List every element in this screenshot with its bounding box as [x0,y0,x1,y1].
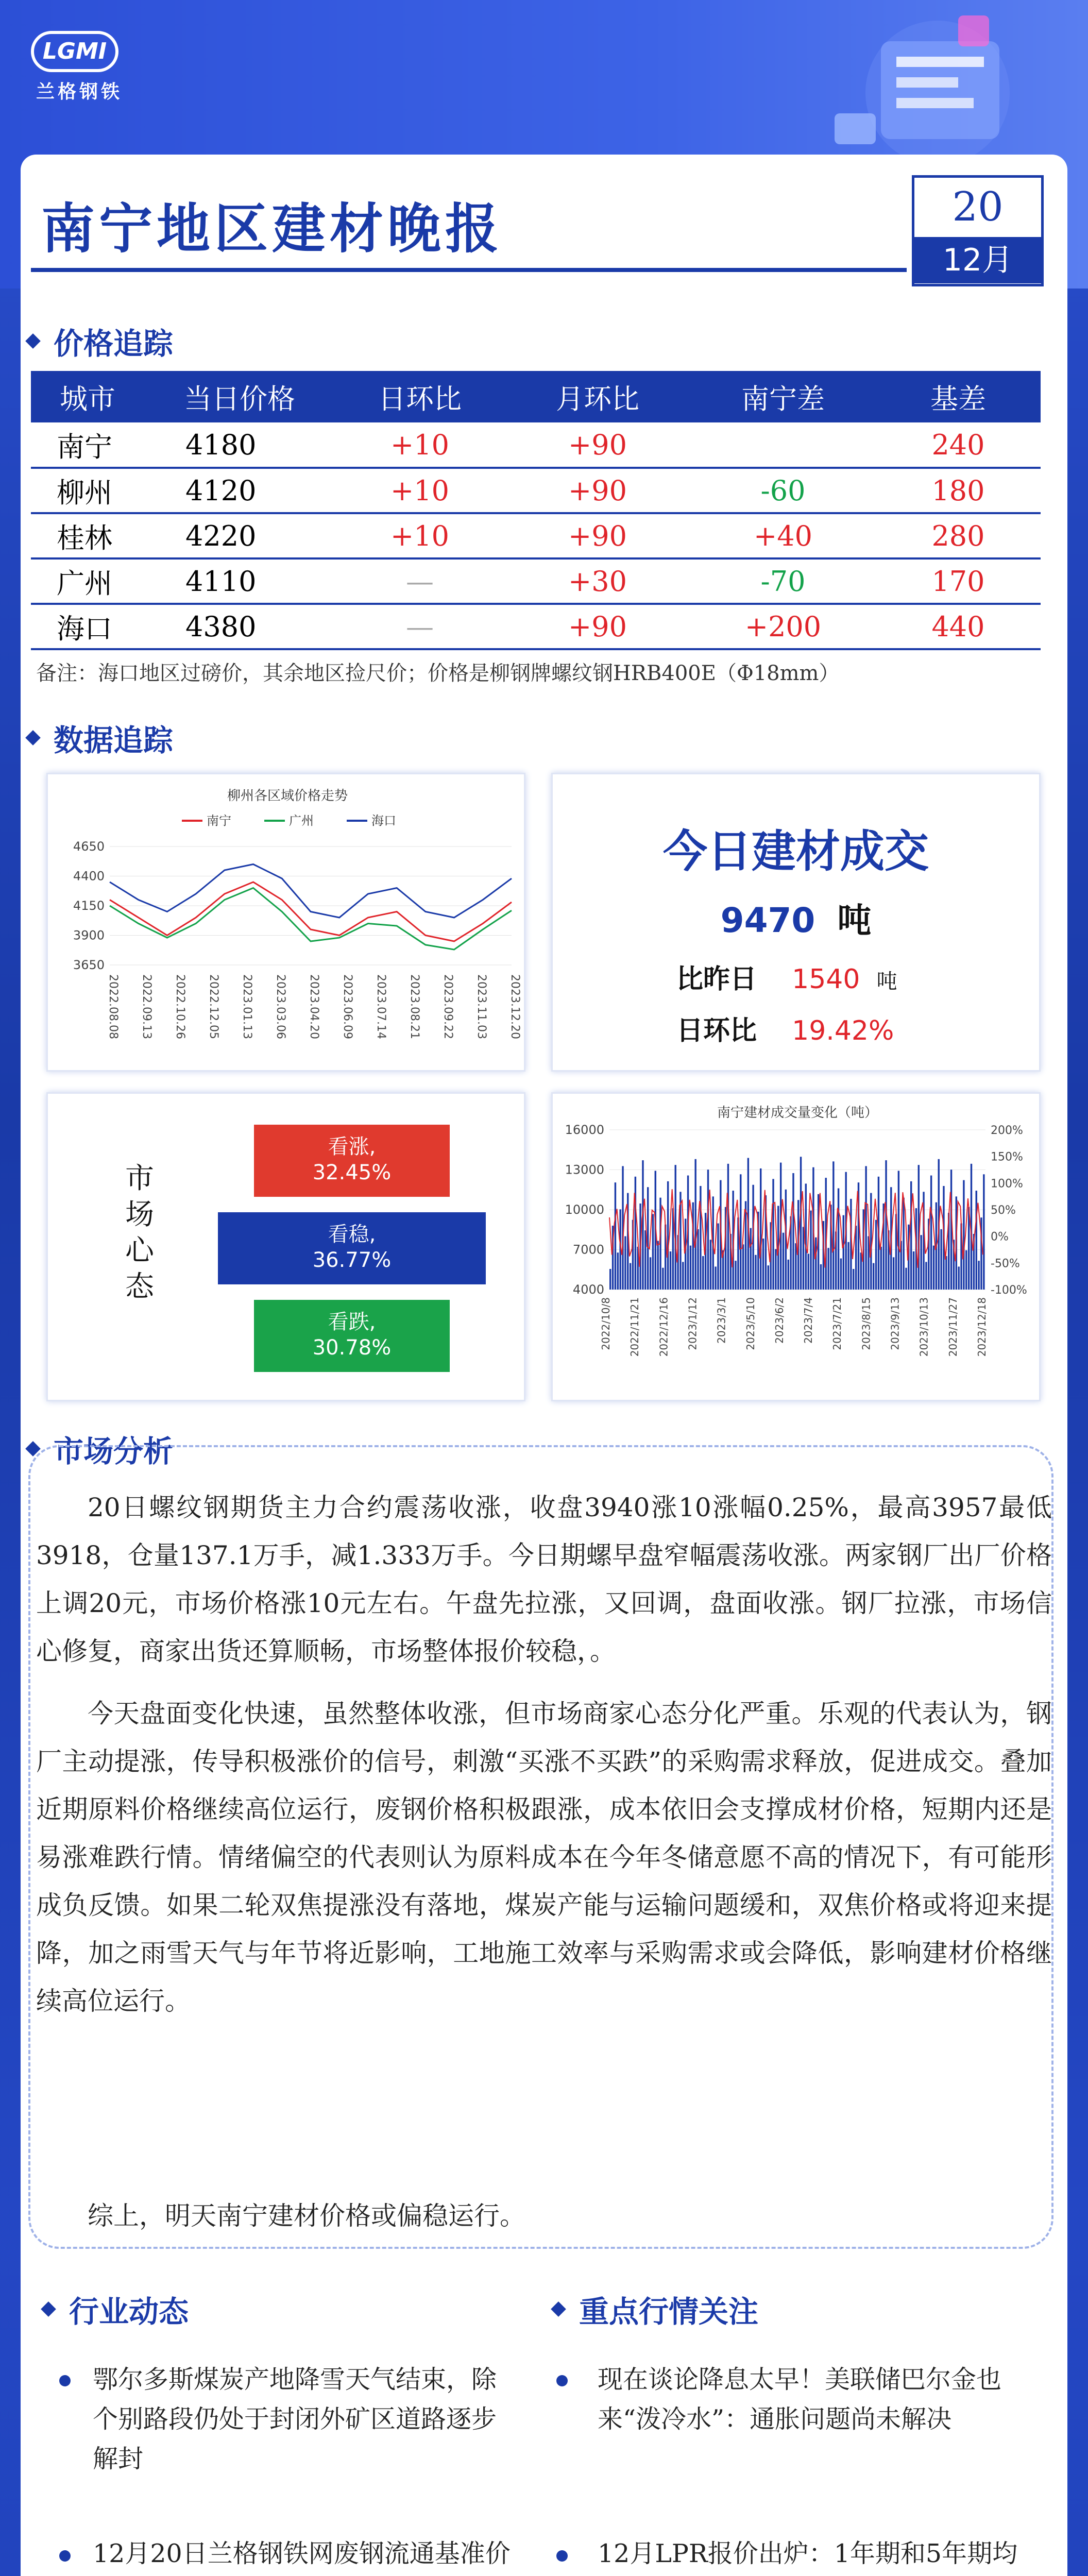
vs-yesterday-unit: 吨 [876,970,897,993]
industry-item-2[interactable]: 12月20日兰格钢铁网废钢流通基准价 [93,2539,511,2568]
volume-bar [810,1211,811,1290]
volume-bar [807,1254,809,1290]
vs-yesterday-label: 比昨日 [676,964,757,995]
volume-bar [717,1224,719,1290]
volume-bar [855,1226,857,1290]
x-tick-label: 2023/9/13 [889,1297,902,1350]
y2-tick-label: -100% [991,1284,1027,1297]
bullet-icon [556,2550,568,2562]
diff-cell: -60 [760,474,806,507]
volume-bar [682,1262,684,1290]
volume-bar [740,1174,741,1290]
trade-value: 9470 [720,901,815,940]
volume-bar [710,1240,711,1290]
x-tick-label: 2023.03.06 [274,974,287,1039]
price-cell: 4110 [185,565,257,598]
sentiment-label: 市场心态 [125,1162,154,1303]
monthly-cell: +90 [568,428,627,461]
bullish-label: 看涨, [328,1135,376,1159]
daily-cell: +10 [390,474,449,507]
volume-bar [865,1166,866,1290]
x-tick-label: 2022.10.26 [174,974,186,1039]
sentiment-box [46,1092,525,1401]
y-tick-label: 13000 [565,1162,604,1177]
volume-bar [762,1239,764,1290]
x-tick-label: 2023/11/27 [946,1297,959,1357]
volume-bar [667,1181,669,1290]
volume-bar [755,1255,756,1290]
trade-unit: 吨 [837,901,872,940]
date-day: 20 [952,184,1004,230]
y2-tick-label: 100% [991,1177,1023,1191]
volume-bar [788,1260,789,1290]
volume-bar [630,1263,631,1290]
industry-title-text: 行业动态 [69,2294,189,2329]
volume-bar [803,1227,804,1290]
volume-chart-box [551,1092,1041,1401]
volume-bar [772,1179,774,1290]
vs-yesterday-value: 1540 [792,964,860,995]
col-header: 城市 [60,382,115,415]
x-tick-label: 2023/3/1 [715,1297,728,1344]
price-title-text: 价格追踪 [54,326,174,361]
volume-bar [853,1269,854,1290]
volume-bar [750,1228,752,1290]
volume-bar [775,1249,776,1290]
x-tick-label: 2023.09.22 [441,974,454,1039]
city-cell: 南宁 [57,430,112,463]
volume-bar [860,1252,862,1290]
volume-bar [727,1164,729,1290]
legend-label: 南宁 [207,814,231,828]
daily-change-row [676,1009,894,1047]
volume-chart [553,1094,1042,1403]
monthly-cell: +90 [568,519,627,552]
price-trend-chart [48,774,527,1073]
x-tick-label: 2022.09.13 [140,974,153,1039]
volume-bar [650,1257,651,1290]
price-section-title [26,319,173,363]
x-tick-label: 2023.07.14 [375,974,387,1039]
volume-bar [707,1170,709,1290]
volume-bar [694,1159,696,1290]
x-tick-label: 2022.12.05 [207,974,220,1039]
diff-cell [690,422,876,468]
x-tick-label: 2023/6/2 [773,1297,786,1344]
price-cell: 4380 [185,610,257,643]
volume-bar [652,1214,654,1290]
y2-tick-label: 150% [991,1150,1023,1164]
daily-cell: — [406,610,434,643]
volume-bar [742,1244,744,1290]
y2-tick-label: 0% [991,1230,1009,1244]
col-header: 月环比 [556,382,639,415]
x-tick-label: 2023/7/21 [831,1297,844,1350]
volume-bar [965,1250,967,1290]
volume-bar [893,1257,894,1290]
x-tick-label: 2023.01.13 [241,974,253,1039]
col-header: 南宁差 [741,382,825,415]
monthly-cell: +90 [568,474,627,507]
y-tick-label: 4000 [572,1282,604,1297]
volume-bar [978,1261,979,1290]
x-tick-label: 2022/12/16 [657,1297,670,1357]
volume-bar [843,1215,844,1290]
volume-bar [768,1265,769,1290]
price-note: 备注：海口地区过磅价，其余地区捡尺价；价格是柳钢牌螺纹钢HRB400E（Φ18mm） [36,662,840,685]
volume-bar [976,1191,977,1290]
analysis-title-text: 市场分析 [54,1434,174,1469]
focus-title-text: 重点行情关注 [579,2294,759,2329]
bullet-icon [59,2550,71,2562]
daily-cell: +10 [390,428,449,461]
table-row [31,604,1041,649]
volume-bar [805,1183,807,1290]
basis-cell: 440 [931,610,985,643]
monthly-cell: +90 [568,610,627,643]
diff-cell: +40 [754,519,812,552]
date-box [912,175,1044,286]
volume-bar [624,1236,626,1290]
bearish-label: 看跌, [328,1310,376,1334]
legend-label: 广州 [289,814,314,828]
logo-text: 兰格钢铁 [36,81,123,103]
bullish-value: 32.45% [312,1161,392,1184]
volume-bar [903,1198,904,1290]
volume-bar [647,1187,649,1290]
vs-yesterday-row [676,957,897,996]
volume-bar [760,1168,761,1290]
stable-value: 36.77% [312,1248,392,1272]
volume-bar [662,1268,664,1290]
col-header: 基差 [930,382,986,415]
volume-bar [644,1230,646,1290]
volume-bar [815,1238,817,1290]
x-tick-label: 2023.08.21 [408,974,421,1039]
price-trend-chart-box [46,773,525,1072]
volume-bar [920,1235,922,1290]
y-tick-label: 10000 [565,1202,604,1217]
data-section-title [26,716,173,759]
x-tick-label: 2023/8/15 [860,1297,873,1350]
diff-cell: +200 [744,610,822,643]
volume-bar [609,1269,611,1290]
x-tick-label: 2023/10/13 [917,1297,930,1357]
volume-bar [913,1251,914,1290]
volume-bar [792,1173,794,1290]
bullet-icon [556,2375,568,2386]
volume-bar [642,1160,643,1290]
volume-bar [898,1171,899,1290]
volume-bar [873,1263,874,1290]
col-header: 日环比 [378,382,462,415]
volume-bar [690,1246,691,1290]
logo-mark: LGMI [31,31,118,72]
trade-title: 今日建材成交 [663,826,929,877]
x-tick-label: 2023.06.09 [341,974,354,1039]
price-cell: 4220 [185,519,257,552]
city-cell: 柳州 [57,476,112,509]
volume-bar [958,1266,959,1290]
volume-bar [615,1182,616,1290]
y-tick-label: 4150 [73,899,105,913]
basis-cell: 180 [931,474,985,507]
city-cell: 海口 [57,612,112,645]
volume-bar [832,1161,834,1290]
chart-title: 柳州各区域价格走势 [227,788,348,804]
table-row [31,513,1041,558]
volume-bar [933,1246,934,1290]
volume-bar [675,1165,676,1290]
x-tick-label: 2022/11/21 [628,1297,641,1357]
volume-bar [910,1181,912,1290]
analysis-paragraph-1: 20日螺纹钢期货主力合约震荡收涨，收盘3940涨10涨幅0.25%，最高3957最低3918，仓量137.1万手，减1.333万手。今日期螺早盘窄幅震荡收涨。两家钢厂出厂价格上调20元，市场价格涨10元左右。午盘先拉涨，又回调，盘面收涨。钢厂拉涨，市场信心修复，商家出货还算顺畅，市场整体报价较稳，。 [36,1493,1052,1666]
focus-section-title [551,2287,758,2331]
bearish-value: 30.78% [312,1336,392,1360]
x-tick-label: 2023/5/10 [744,1297,757,1350]
daily-change-value: 19.42% [792,1015,894,1046]
sentiment-stable [218,1212,486,1284]
volume-bar [697,1229,699,1290]
date-month: 12月 [914,237,1041,283]
diff-cell: -70 [760,565,806,598]
analysis-paragraph-3: 综上，明天南宁建材价格或偏稳运行。 [88,2201,525,2231]
volume-bar [905,1268,907,1290]
legend-label: 海口 [371,814,396,828]
decor-illustration-icon [804,10,1072,175]
trade-value-line [553,893,1039,942]
city-cell: 广州 [57,567,112,600]
volume-bar [715,1266,716,1290]
volume-bar [827,1248,829,1290]
volume-bar [963,1180,964,1290]
x-tick-label: 2023/12/18 [976,1297,988,1357]
table-row [31,468,1041,513]
price-table-header [31,371,1041,422]
focus-item-1[interactable]: 现在谈论降息太早！美联储巴尔金也来“泼冷水”：通胀问题尚未解决 [598,2365,1002,2434]
volume-bar [657,1241,658,1290]
focus-item-2[interactable]: 12月LPR报价出炉：1年期和5年期均 [598,2539,1018,2568]
price-cell: 4180 [185,428,257,461]
bullet-icon [59,2375,71,2386]
y-tick-label: 4650 [73,839,105,854]
volume-bar [940,1229,942,1290]
x-tick-label: 2022.08.08 [107,974,120,1039]
volume-bar [880,1247,882,1290]
daily-change-label: 日环比 [676,1015,757,1046]
logo [31,31,149,108]
y2-tick-label: 200% [991,1124,1023,1137]
basis-cell: 170 [931,565,985,598]
analysis-paragraph-2: 今天盘面变化快速，虽然整体收涨，但市场商家心态分化严重。乐观的代表认为，钢厂主动提涨，传导积极涨价的信号，刺激“买涨不买跌”的采购需求释放，促进成交。叠加近期原料价格继续高位运行，废钢价格积极跟涨，成本依旧会支撑成材价格，短期内还是易涨难跌行情。情绪偏空的代表则认为原料成本在今年冬储意愿不高的情况下，有可能形成负反馈。如果二轮双焦提涨没有落地，煤炭产能与运输问题缓和，双焦价格或将迎来提降，加之雨雪天气与年节将近影响，工地施工效率与采购需求或会降低，影响建材价格继续高位运行。 [36,1699,1052,2016]
y-tick-label: 3650 [73,958,105,972]
monthly-cell: +30 [568,565,627,598]
volume-bar [670,1251,671,1290]
volume-bar [885,1160,887,1290]
volume-bar [983,1174,984,1290]
y-tick-label: 4400 [73,869,105,884]
basis-cell: 240 [931,428,985,461]
table-row [31,422,1041,468]
y2-tick-label: -50% [991,1257,1020,1270]
table-row [31,558,1041,604]
industry-section-title [41,2287,189,2331]
volume-bar [840,1259,842,1290]
stable-label: 看稳, [328,1223,376,1246]
series-line-海口 [110,865,512,918]
sentiment-bearish [254,1300,450,1372]
x-tick-label: 2023.04.20 [308,974,320,1039]
volume-bar [838,1189,839,1290]
price-table [31,371,1041,650]
volume-bar [795,1243,796,1290]
volume-bar [685,1218,686,1290]
volume-bar [930,1176,932,1290]
volume-bar [875,1220,877,1290]
col-header: 当日价格 [184,382,295,415]
price-cell: 4120 [185,474,257,507]
chart-title: 南宁建材成交量变化（吨） [717,1105,878,1121]
trade-box [551,773,1041,1072]
volume-bar [783,1233,784,1290]
basis-cell: 280 [931,519,985,552]
x-tick-label: 2023.12.20 [508,974,521,1039]
title-underline [31,268,907,272]
volume-bar [735,1261,736,1290]
volume-bar [847,1242,849,1290]
page-title: 南宁地区建材晚报 [41,197,503,260]
volume-bar [945,1256,947,1290]
volume-bar [745,1201,746,1290]
industry-item-1[interactable]: 鄂尔多斯煤炭产地降雪天气结束，除个别路段仍处于封闭外矿区道路逐步解封 [93,2365,497,2473]
y2-tick-label: 50% [991,1204,1016,1217]
volume-bar [617,1252,619,1290]
volume-bar [820,1264,822,1290]
x-tick-label: 2023/1/12 [686,1297,699,1350]
daily-cell: +10 [390,519,449,552]
y-tick-label: 3900 [73,928,105,943]
daily-cell: — [406,565,434,598]
city-cell: 桂林 [57,521,112,554]
x-tick-label: 2023/7/4 [802,1297,815,1344]
volume-bar [925,1262,927,1290]
volume-bar [692,1202,694,1290]
x-tick-label: 2023.11.03 [475,974,488,1039]
y-tick-label: 16000 [565,1123,604,1137]
data-title-text: 数据追踪 [54,723,174,758]
y-tick-label: 7000 [572,1242,604,1257]
volume-bar [702,1256,704,1290]
x-tick-label: 2022/10/8 [600,1297,612,1350]
sentiment-bullish [254,1125,450,1197]
